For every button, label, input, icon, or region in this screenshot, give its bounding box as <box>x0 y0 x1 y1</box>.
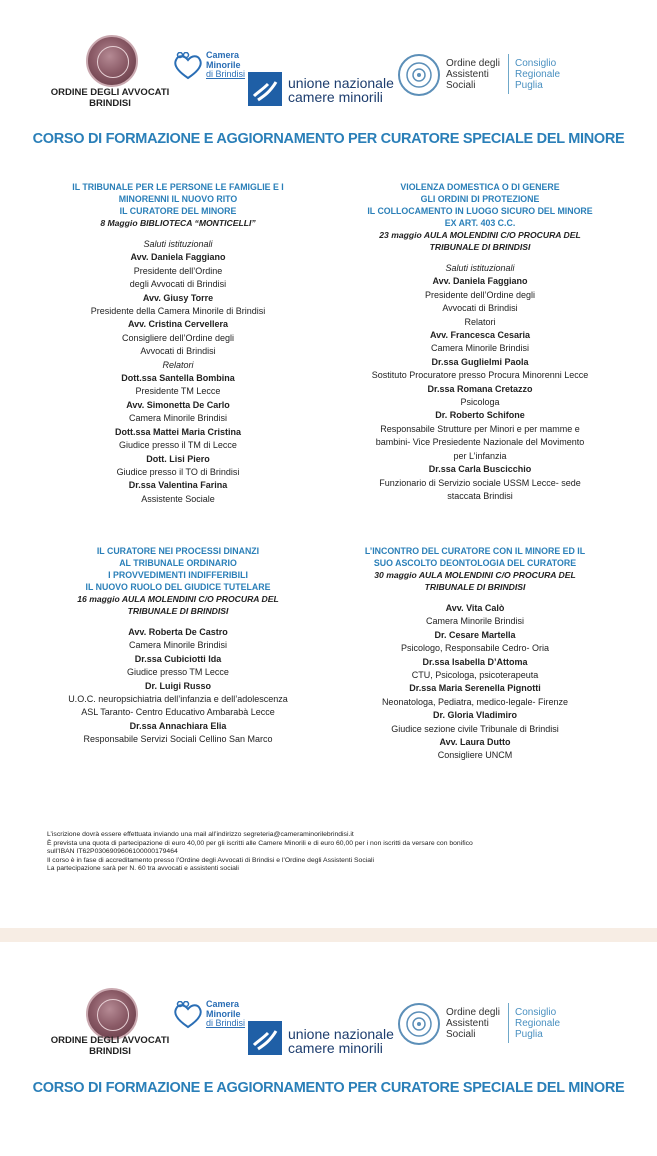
speaker-name: Avv. Laura Dutto <box>439 737 511 748</box>
section-4-date <box>325 569 625 593</box>
speaker-name: Avv. Roberta De Castro <box>128 627 228 637</box>
section-title-line: I PROVVEDIMENTI INDIFFERIBILI <box>108 570 248 580</box>
speaker-role: Sostituto Procuratore presso Procura Minorenni Lecce <box>371 370 589 381</box>
section-date-line: TRIBUNALE DI BRINDISI <box>424 582 526 592</box>
speaker-role: Psicologo, Responsabile Cedro- Oria <box>400 643 550 654</box>
section-3-title <box>28 545 328 593</box>
speaker-role: degli Avvocati di Brindisi <box>129 279 227 290</box>
header-divider <box>508 54 509 94</box>
speaker-name: Dr.ssa Isabella D’Attoma <box>422 656 528 667</box>
unione-hands-icon <box>248 72 282 106</box>
section-1 <box>28 181 328 506</box>
speaker-name: Dr.ssa Cubiciotti Ida <box>134 653 222 664</box>
camera-minorile-name: Camera Minorile di Brindisi <box>206 50 246 79</box>
speaker-role: Giudice presso il TM di Lecce <box>119 440 237 451</box>
section-title-line: IL CURATORE DEL MINORE <box>119 206 237 216</box>
ordine-assistenti-emblem-icon <box>398 1003 440 1045</box>
spacer <box>28 229 328 238</box>
unione-hands-icon <box>248 1021 282 1055</box>
spacer <box>325 593 625 602</box>
speaker-name: Dr.ssa Guglielmi Paola <box>431 356 529 367</box>
speaker-name: Dr. Roberto Schifone <box>435 410 525 421</box>
unione-nazionale-name: unione nazionale camere minorili <box>288 1026 394 1056</box>
subheading: Saluti istituzionali <box>445 263 515 273</box>
ordine-avvocati-seal-icon <box>86 988 138 1040</box>
section-1-date <box>28 217 328 229</box>
speaker-role: Avvocati di Brindisi <box>140 346 216 357</box>
section-date-line: 23 maggio AULA MOLENDINI C/O PROCURA DEL <box>379 230 581 240</box>
ordine-avvocati-name: ORDINE DEGLI AVVOCATI BRINDISI <box>50 87 170 109</box>
speaker-name: Avv. Cristina Cervellera <box>127 319 229 330</box>
section-2-body <box>330 253 630 503</box>
subheading: Saluti istituzionali <box>143 239 213 249</box>
section-3-body <box>28 617 328 747</box>
speaker-name: Dott. Lisi Piero <box>146 453 210 464</box>
section-title-line: L’INCONTRO DEL CURATORE CON IL MINORE ED IL <box>364 546 586 556</box>
header-logos <box>0 30 657 110</box>
section-date-line: 16 maggio AULA MOLENDINI C/O PROCURA DEL <box>77 594 279 604</box>
speaker-role: ASL Taranto- Centro Educativo Ambarabà Lecce <box>81 707 275 718</box>
spacer <box>330 253 630 262</box>
unione-nazionale-name: unione nazionale camere minorili <box>288 75 394 105</box>
speaker-role: Consigliere UNCM <box>437 750 513 761</box>
speaker-name: Avv. Vita Calò <box>445 603 505 613</box>
speaker-role: Camera Minorile Brindisi <box>128 640 228 651</box>
page-title-repeat: CORSO DI FORMAZIONE E AGGIORNAMENTO PER CURATORE SPECIALE DEL MINORE <box>32 1080 625 1096</box>
speaker-name: Dr.ssa Maria Serenella Pignotti <box>409 683 541 694</box>
section-2 <box>330 181 630 503</box>
speaker-role: Relatori <box>464 316 496 327</box>
speaker-role: Neonatologa, Pediatra, medico-legale- Firenze <box>381 696 569 707</box>
section-title-line: EX ART. 403 C.C. <box>444 218 516 228</box>
speaker-role: Camera Minorile Brindisi <box>425 616 525 627</box>
speaker-role: Consigliere dell’Ordine degli <box>121 332 235 343</box>
note-line: Il corso è in fase di accreditamento presso l’Ordine degli Avvocati di Brindisi e l’Ordine degli Assistenti Sociali <box>47 856 375 864</box>
section-date-line: TRIBUNALE DI BRINDISI <box>429 242 531 252</box>
section-title-line: IL TRIBUNALE PER LE PERSONE LE FAMIGLIE E I <box>72 182 284 192</box>
speaker-name: Dott.ssa Santella Bombina <box>121 373 235 384</box>
speaker-name: Dr.ssa Romana Cretazzo <box>427 383 533 394</box>
speaker-role: per L’infanzia <box>453 450 507 461</box>
camera-minorile-heart-icon <box>172 1001 204 1029</box>
ordine-assistenti-name: Ordine degli Assistenti Sociali <box>446 1007 500 1040</box>
ordine-avvocati-name: ORDINE DEGLI AVVOCATI BRINDISI <box>50 1035 170 1057</box>
spacer <box>28 617 328 626</box>
section-date-line: 30 maggio AULA MOLENDINI C/O PROCURA DEL <box>374 570 576 580</box>
page-separator <box>0 928 657 942</box>
speaker-name: Dr.ssa Carla Buscicchio <box>428 464 532 475</box>
header-logos-repeat <box>0 983 657 1063</box>
speaker-role: Assistente Sociale <box>141 493 215 504</box>
section-date-line: 8 Maggio BIBLIOTECA “MONTICELLI” <box>100 218 256 228</box>
speaker-role: Presidente TM Lecce <box>135 386 221 397</box>
speaker-role: CTU, Psicologa, psicoterapeuta <box>411 670 539 681</box>
section-date-line: TRIBUNALE DI BRINDISI <box>127 606 229 616</box>
registration-notes <box>47 831 607 874</box>
section-4-body <box>325 593 625 763</box>
section-title-line: GLI ORDINI DI PROTEZIONE <box>420 194 540 204</box>
section-2-title <box>330 181 630 229</box>
speaker-role: Psicologa <box>460 397 500 408</box>
section-title-line: MINORENNI IL NUOVO RITO <box>118 194 238 204</box>
section-3 <box>28 545 328 747</box>
note-line: sull’IBAN IT62P0306909606100000179464 <box>47 848 178 855</box>
header-divider <box>508 1003 509 1043</box>
speaker-name: Dr. Gloria Vladimiro <box>432 710 518 721</box>
speaker-name: Dott.ssa Mattei Maria Cristina <box>114 426 242 437</box>
speaker-role: Presidente dell’Ordine degli <box>424 289 536 300</box>
speaker-role: U.O.C. neuropsichiatria dell’infanzia e dell’adolescenza <box>68 694 288 705</box>
camera-minorile-heart-icon <box>172 52 204 80</box>
section-3-date <box>28 593 328 617</box>
speaker-role: Presidente della Camera Minorile di Brindisi <box>90 306 266 317</box>
section-title-line: VIOLENZA DOMESTICA O DI GENERE <box>400 182 560 192</box>
camera-minorile-name: Camera Minorile di Brindisi <box>206 999 246 1028</box>
speaker-role: Giudice sezione civile Tribunale di Brindisi <box>391 723 559 734</box>
speaker-role: Camera Minorile Brindisi <box>430 343 530 354</box>
page-title: CORSO DI FORMAZIONE E AGGIORNAMENTO PER CURATORE SPECIALE DEL MINORE <box>32 131 625 147</box>
section-title-line: IL COLLOCAMENTO IN LUOGO SICURO DEL MINORE <box>367 206 593 216</box>
note-line: La partecipazione sarà per N. 60 tra avvocati e assistenti sociali <box>47 865 239 872</box>
ordine-assistenti-name: Ordine degli Assistenti Sociali <box>446 58 500 91</box>
speaker-name: Dr.ssa Valentina Farina <box>128 480 228 491</box>
ordine-avvocati-seal-icon <box>86 35 138 87</box>
speaker-role: Funzionario di Servizio sociale USSM Lecce- sede <box>379 477 581 488</box>
speaker-role: bambini- Vice Presiedente Nazionale del Movimento <box>375 437 585 448</box>
speaker-role: Responsabile Servizi Sociali Cellino San Marco <box>83 734 273 745</box>
speaker-name: Dr.ssa Annachiara Elia <box>129 720 227 731</box>
note-line: È prevista una quota di partecipazione di euro 40,00 per gli iscritti alle Camere Minorili e di euro 60,00 per i non iscritti da versare con bonifico <box>47 839 473 847</box>
section-title-line: IL CURATORE NEI PROCESSI DINANZI <box>96 546 260 556</box>
speaker-role: Giudice presso il TO di Brindisi <box>116 466 240 477</box>
section-4-title <box>325 545 625 569</box>
speaker-role: staccata Brindisi <box>447 490 513 501</box>
subheading: Relatori <box>162 359 194 370</box>
speaker-name: Dr. Luigi Russo <box>144 680 211 691</box>
speaker-role: Camera Minorile Brindisi <box>128 413 228 424</box>
speaker-role: Responsabile Strutture per Minori e per mamme e <box>380 423 580 434</box>
speaker-name: Avv. Daniela Faggiano <box>130 252 226 263</box>
speaker-role: Avvocati di Brindisi <box>442 303 518 314</box>
speaker-name: Avv. Francesca Cesaria <box>429 330 531 341</box>
section-title-line: SUO ASCOLTO DEONTOLOGIA DEL CURATORE <box>373 558 577 568</box>
consiglio-regionale-name: Consiglio Regionale Puglia <box>515 58 561 91</box>
speaker-name: Dr. Cesare Martella <box>434 629 516 640</box>
ordine-assistenti-emblem-icon <box>398 54 440 96</box>
speaker-role: Presidente dell’Ordine <box>133 265 223 276</box>
speaker-name: Avv. Giusy Torre <box>142 292 214 303</box>
section-1-title <box>28 181 328 217</box>
consiglio-regionale-name: Consiglio Regionale Puglia <box>515 1007 561 1040</box>
section-title-line: IL NUOVO RUOLO DEL GIUDICE TUTELARE <box>85 582 271 592</box>
section-2-date <box>330 229 630 253</box>
section-title-line: AL TRIBUNALE ORDINARIO <box>119 558 237 568</box>
note-line: L’iscrizione dovrà essere effettuata inviando una mail all’indirizzo segreteria@cameraminorilebrindisi.it <box>47 831 354 838</box>
section-1-body <box>28 229 328 506</box>
section-4 <box>325 545 625 763</box>
speaker-name: Avv. Simonetta De Carlo <box>126 399 230 410</box>
speaker-role: Giudice presso TM Lecce <box>127 667 229 678</box>
speaker-name: Avv. Daniela Faggiano <box>432 276 528 287</box>
